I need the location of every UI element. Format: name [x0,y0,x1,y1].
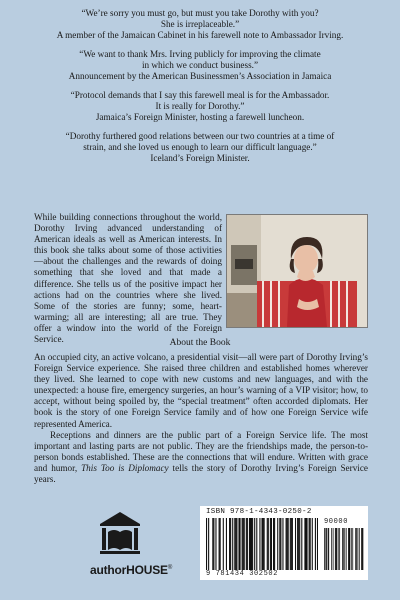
barcode-bar [220,518,221,570]
quote-1-line-2: She is irreplaceable.” [160,19,240,29]
house-book-logo-icon [96,543,144,560]
barcode-bar [333,528,334,570]
price-barcode [324,528,364,570]
book-title: This Too is Diplomacy [81,462,169,473]
barcode-bar [362,528,363,570]
barcode-bar [326,528,327,570]
barcode-bar [339,528,340,570]
barcode-bar [273,518,274,570]
barcode-bar [256,518,257,570]
barcode-bar [274,518,275,570]
barcode-bar [306,518,307,570]
quote-3-attribution: Jamaica’s Foreign Minister, hosting a farewell luncheon. [95,112,305,122]
barcode-bar [242,518,243,570]
endorsement-quotes [20,8,380,172]
barcode-bar [208,518,209,570]
barcode-bar [336,528,337,570]
barcode-bar [230,518,231,570]
barcode-bar [226,518,227,570]
barcode-bar [232,518,233,570]
barcode-bar [215,518,216,570]
barcode-digits: 9 781434 302502 [206,570,279,578]
barcode-bar [352,528,353,570]
barcode-bar [234,518,235,570]
barcode-bar [349,528,350,570]
barcode-bar [261,518,262,570]
barcode-bar [328,528,329,570]
barcode-bar [348,528,349,570]
quote-4 [20,131,380,164]
barcode-bar [363,528,364,570]
author-photo [226,214,368,328]
price-code: 90000 [324,518,349,526]
barcode-bar [264,518,265,570]
quote-1-attribution: A member of the Jamaican Cabinet in his farewell note to Ambassador Irving. [56,30,344,40]
quote-2-line-1: “We want to thank Mrs. Irving publicly for improving the climate [79,49,321,59]
barcode-bar [270,518,271,570]
barcode-bar [342,528,343,570]
barcode-bar [299,518,300,570]
barcode-bar [297,518,298,570]
barcode-bar [325,528,326,570]
about-paragraph-1: An occupied city, an active volcano, a presidential visit—all were part of Dorothy Irving’s Foreign Service experience. She raised three children and established homes wherever they lived. She learned to cope with new customs and new languages, and with the unexpected: a house fire, emergency surgeries, an hour’s warning of a VIP visitor; how, to accept, without being spoiled by, the “special treatment” often accorded diplomats. Her book is the story of one Foreign Service family and of how one Foreign Service wife represented America. [34,352,368,429]
publisher-name-text: authorHOUSE [90,563,168,577]
about-section [34,352,368,485]
barcode-bar [315,518,316,570]
barcode-bar [277,518,278,570]
barcode-bar [238,518,239,570]
barcode-bar [305,518,306,570]
barcode-bar [359,528,360,570]
barcode-bar [328,528,329,570]
barcode-bar [250,518,251,570]
barcode-bar [310,518,311,570]
barcode-bar [338,528,339,570]
barcode-bar [336,528,337,570]
barcode-bar [291,518,292,570]
barcode-bar [343,528,344,570]
barcode-bar [312,518,313,570]
barcode-bar [309,518,310,570]
quote-3 [20,90,380,123]
barcode-bar [254,518,255,570]
barcode-bar [251,518,252,570]
barcode-bar [212,518,213,570]
quote-1-line-1: “We’re sorry you must go, but must you take Dorothy with you? [81,8,319,18]
barcode-bar [236,518,237,570]
barcode-bar [246,518,247,570]
barcode-bar [286,518,287,570]
barcode-bar [355,528,356,570]
barcode-bar [288,518,289,570]
about-heading: About the Book [169,338,231,348]
barcode-bar [331,528,332,570]
publisher-logo [90,510,173,577]
quote-3-line-2: It is really for Dorothy.” [155,101,245,111]
isbn-number: ISBN 978-1-4343-0250-2 [206,508,312,516]
barcode-bar [349,528,350,570]
ean-barcode [206,518,318,570]
barcode-bar [357,528,358,570]
barcode-bar [268,518,269,570]
barcode-bar [287,518,288,570]
about-paragraph-2-text-a: Receptions and dinners are the public part of a Foreign Service life. The most important and lasting parts are not public. They are the friendships made, the person-to-person bonds established. These are the connections that will endure. Written with grace and humor, [34,429,368,473]
barcode-bar [247,518,248,570]
publisher-registered-mark: ® [167,565,173,571]
quote-2-line-2: in which we conduct business.” [141,60,259,70]
barcode-bar [301,518,302,570]
barcode-bar [346,528,347,570]
barcode-bar [282,518,283,570]
about-paragraph-2-text-b: tells the story of Dorothy Irving’s Foreign Service years. [34,462,368,485]
barcode-bar [249,518,250,570]
barcode-bar [361,528,362,570]
barcode-bar [290,518,291,570]
barcode-bar [263,518,264,570]
barcode-bar [271,518,272,570]
barcode-bar [279,518,280,570]
barcode-bar [252,518,253,570]
barcode-area [200,506,368,580]
barcode-bar [356,528,357,570]
quote-3-line-1: “Protocol demands that I say this farewell meal is for the Ambassador. [70,90,330,100]
barcode-bar [259,518,260,570]
barcode-bar [219,518,220,570]
barcode-bar [292,518,293,570]
barcode-bar [280,518,281,570]
publisher-name [90,563,173,577]
barcode-bar [229,518,230,570]
barcode-bar [324,528,325,570]
quote-2-attribution: Announcement by the American Businessmen’s Association in Jamaica [68,71,332,81]
barcode-bar [206,518,207,570]
barcode-bar [351,528,352,570]
quote-2 [20,49,380,82]
about-paragraph-2 [34,430,368,485]
barcode-bar [244,518,245,570]
quote-4-line-2: strain, and she loved us enough to learn our difficult language.” [83,142,317,152]
barcode-bar [213,518,214,570]
barcode-bar [267,518,268,570]
barcode-bar [304,518,305,570]
barcode-bar [298,518,299,570]
barcode-bar [235,518,236,570]
barcode-bar [243,518,244,570]
intro-paragraph: While building connections throughout the world, Dorothy Irving advanced understanding of American ideals as well as American interests. In this book she talks about some of those activities—about the challenges and the rewards of doing something that she loved and that made a difference. She tells us of the positive impact her actions had on the countries where she lived. Some of the stories are funny; some, heart-warming; all are interesting; all are true. They offer a window into the world of the Foreign Service. [34,212,222,345]
barcode-bar [317,518,318,570]
barcode-bar [344,528,345,570]
quote-1 [20,8,380,41]
barcode-bar [223,518,224,570]
barcode-bar [335,528,336,570]
barcode-bar [240,518,241,570]
quote-4-attribution: Iceland’s Foreign Minister. [150,153,250,163]
barcode-bar [295,518,296,570]
quote-4-line-1: “Dorothy furthered good relations between our two countries at a time of [65,131,335,141]
